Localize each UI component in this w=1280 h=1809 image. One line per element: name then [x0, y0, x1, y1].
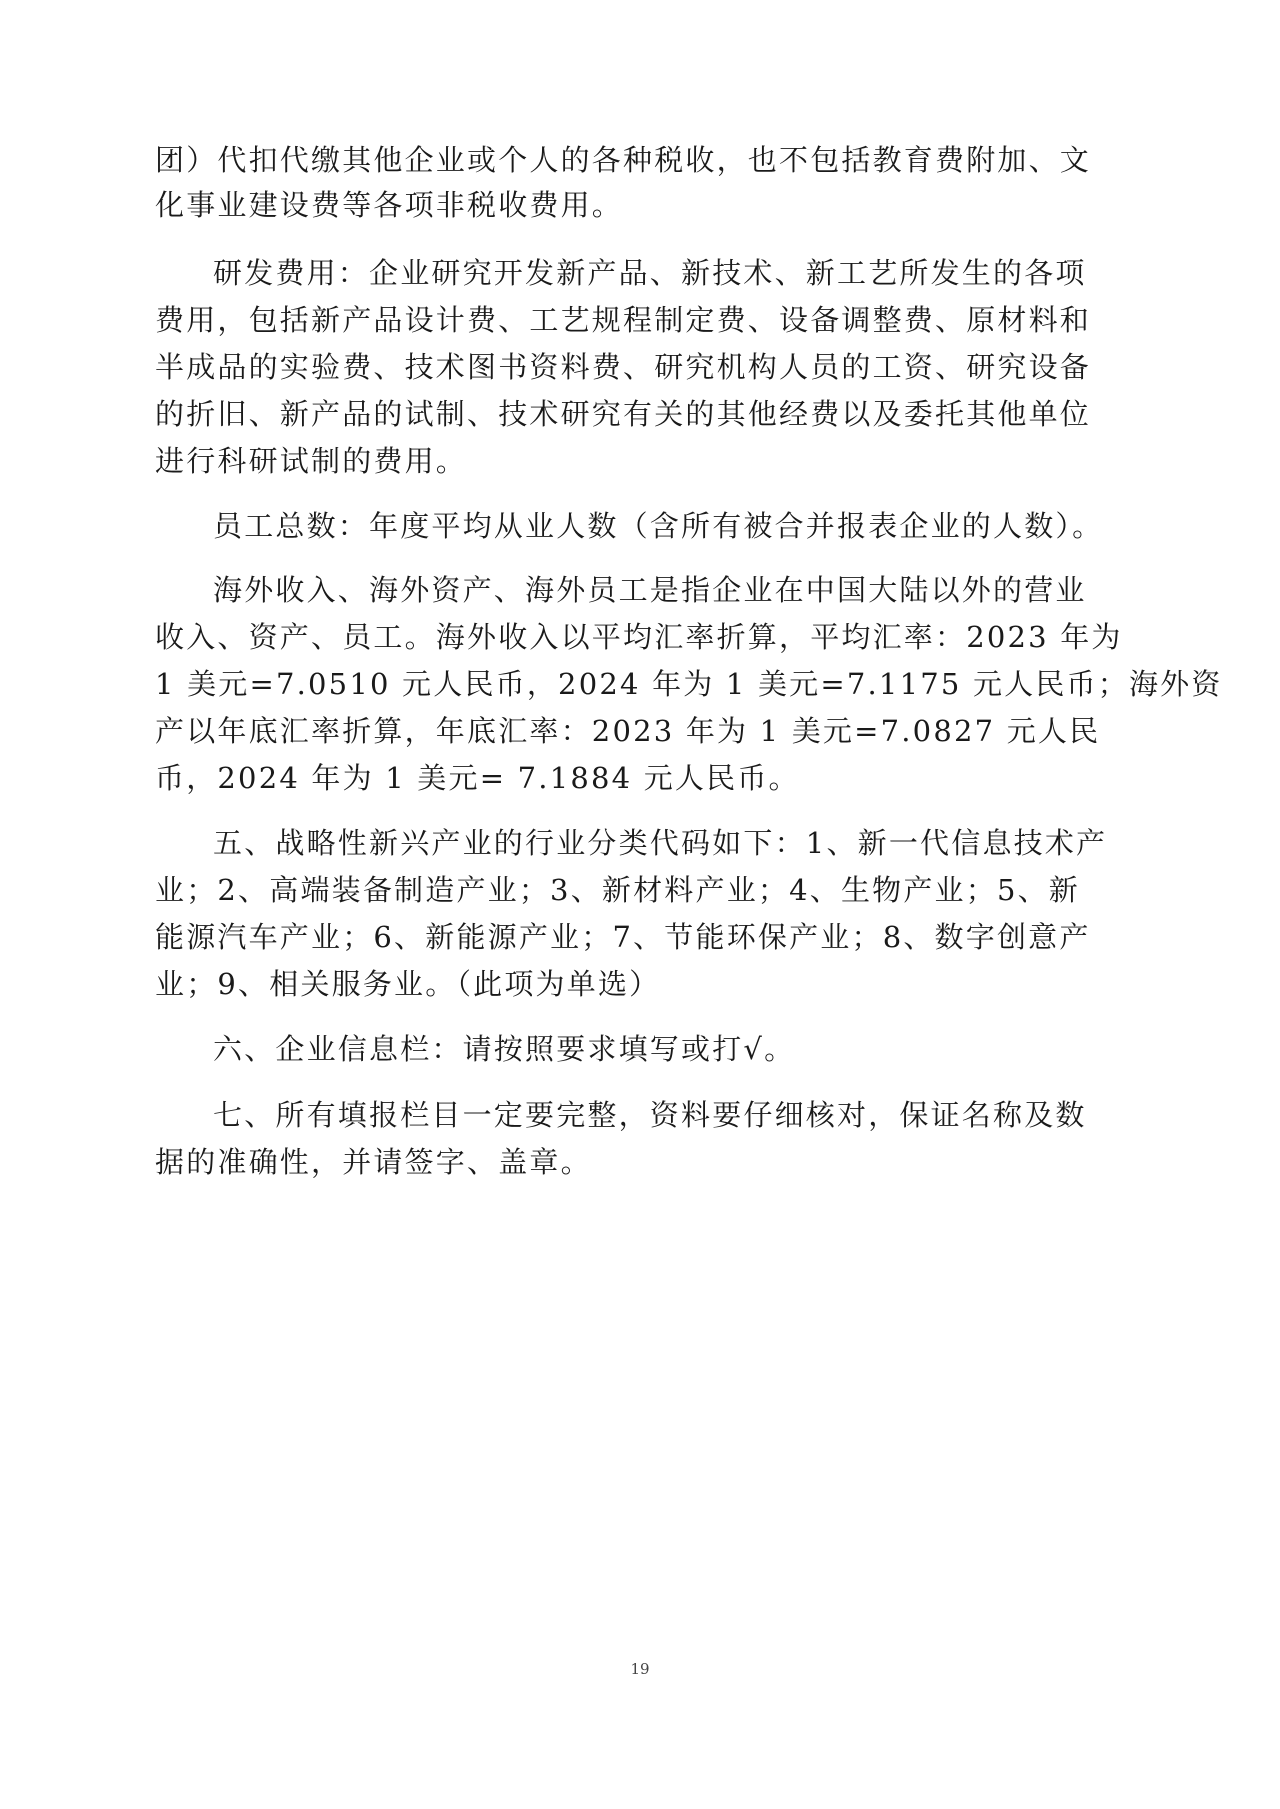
text-line: 业；2、高端装备制造产业；3、新材料产业；4、生物产业；5、新 — [155, 873, 1081, 907]
text-line: 化事业建设费等各项非税收费用。 — [155, 188, 624, 222]
text-line: 业；9、相关服务业。（此项为单选） — [155, 967, 661, 1001]
text-line: 的折旧、新产品的试制、技术研究有关的其他经费以及委托其他单位 — [155, 397, 1092, 431]
text-line: 1 美元=7.0510 元人民币，2024 年为 1 美元=7.1175 元人民币；海外资 — [155, 667, 1223, 701]
text-line: 产以年底汇率折算，年底汇率：2023 年为 1 美元=7.0827 元人民 — [155, 714, 1101, 748]
text-line: 进行科研试制的费用。 — [155, 444, 468, 478]
text-line: 收入、资产、员工。海外收入以平均汇率折算，平均汇率：2023 年为 — [155, 620, 1123, 654]
text-line: 五、战略性新兴产业的行业分类代码如下：1、新一代信息技术产 — [213, 826, 1108, 860]
text-line: 能源汽车产业；6、新能源产业；7、节能环保产业；8、数字创意产 — [155, 920, 1091, 954]
text-line: 七、所有填报栏目一定要完整，资料要仔细核对，保证名称及数 — [213, 1098, 1087, 1132]
text-line: 币，2024 年为 1 美元= 7.1884 元人民币。 — [155, 761, 800, 795]
page-number: 19 — [630, 1660, 650, 1678]
text-line: 员工总数：年度平均从业人数（含所有被合并报表企业的人数）。 — [213, 509, 1104, 543]
text-line: 研发费用：企业研究开发新产品、新技术、新工艺所发生的各项 — [213, 256, 1087, 290]
text-line: 费用，包括新产品设计费、工艺规程制定费、设备调整费、原材料和 — [155, 303, 1092, 337]
text-line: 据的准确性，并请签字、盖章。 — [155, 1145, 592, 1179]
text-line: 团）代扣代缴其他企业或个人的各种税收，也不包括教育费附加、文 — [155, 143, 1092, 177]
text-line: 半成品的实验费、技术图书资料费、研究机构人员的工资、研究设备 — [155, 350, 1092, 384]
text-line: 六、企业信息栏：请按照要求填写或打√。 — [213, 1032, 796, 1066]
text-line: 海外收入、海外资产、海外员工是指企业在中国大陆以外的营业 — [213, 573, 1087, 607]
